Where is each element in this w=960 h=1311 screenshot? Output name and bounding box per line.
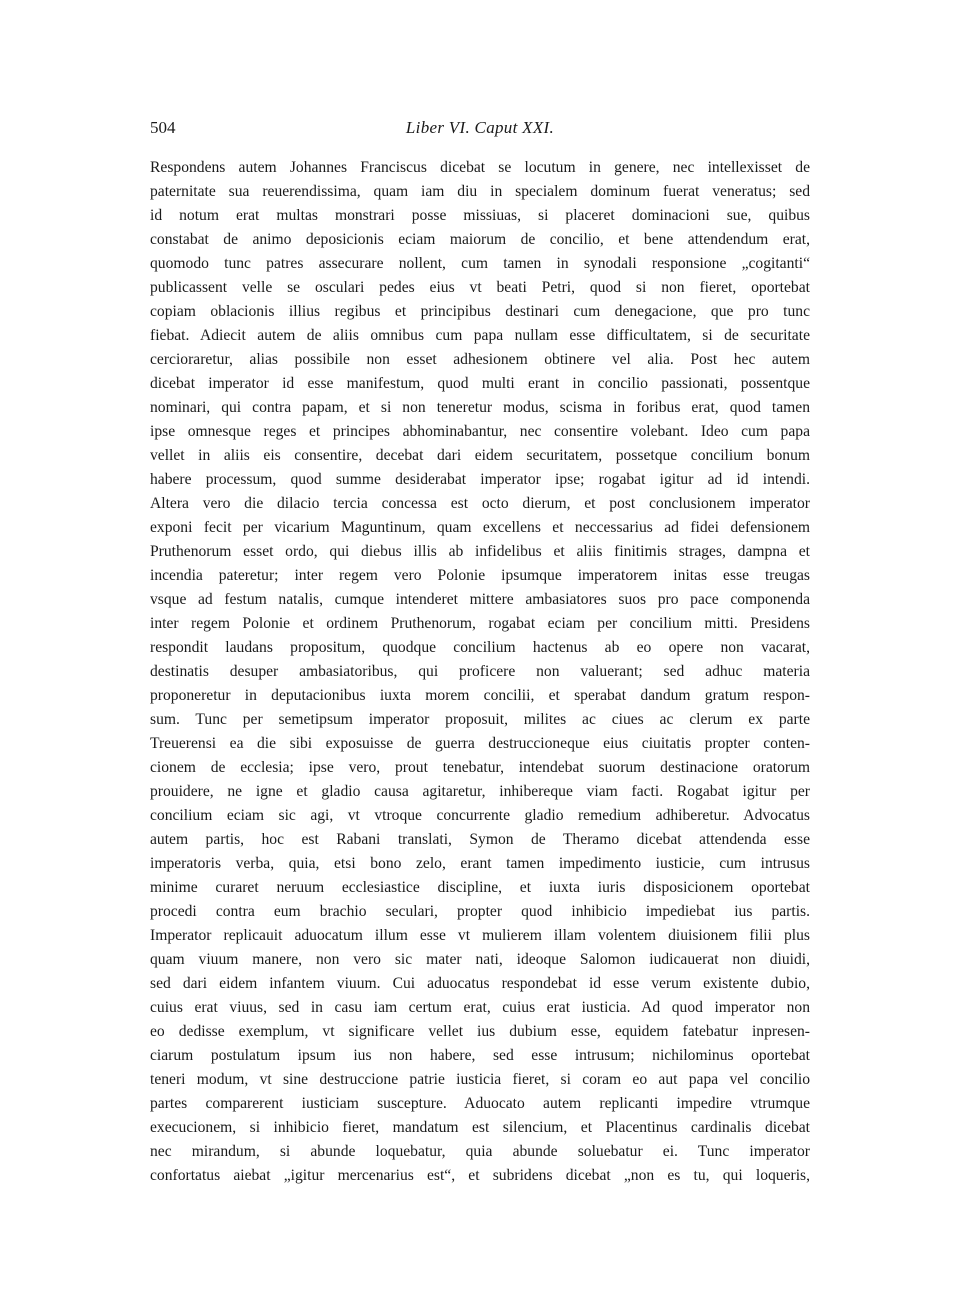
text-line: prouidere, ne igne et gladio causa agitaretur, inhibereque viam facti. Rogabat igitur per bbox=[150, 783, 810, 800]
body-text bbox=[150, 156, 810, 1188]
text-line: exponi fecit per vicarium Maguntinum, quam excellens et neccessarius ad fidei defensionem bbox=[150, 519, 810, 536]
text-line: vellet in aliis eis consentire, decebat dari eidem securitatem, possetque concilium bonum bbox=[150, 447, 810, 464]
text-line: cercioraretur, alias possibile non esset adhesionem obtinere vel alia. Post hec autem bbox=[150, 351, 810, 368]
text-line: confortatus aiebat „igitur mercenarius est“, et subridens dicebat „non es tu, qui loqueris, bbox=[150, 1167, 810, 1184]
text-line: proponeretur in deputacionibus iuxta morem concilii, et sperabat dandum gratum respon- bbox=[150, 687, 810, 704]
text-line: teneri modum, vt sine destruccione patrie iusticia fieret, si coram eo aut papa vel concilio bbox=[150, 1071, 810, 1088]
text-line: Imperator replicauit aduocatum illum esse vt mulierem illam volentem diuisionem filii plus bbox=[150, 927, 810, 944]
text-line: cuius erat viuus, sed in casu iam certum erat, cuius erat iusticia. Ad quod imperator non bbox=[150, 999, 810, 1016]
text-line: paternitate sua reuerendissima, quam iam diu in specialem dominum fuerat veneratus; sed bbox=[150, 183, 810, 200]
text-line: sed dari eidem infantem viuum. Cui aduocatus respondebat id esse verum existente dubio, bbox=[150, 975, 810, 992]
text-line: imperatoris verba, quia, etsi bono zelo, erant tamen impedimento iusticie, cum intrusus bbox=[150, 855, 810, 872]
text-line: habere processum, quod summe desiderabat imperator ipse; rogabat igitur ad id intendi. bbox=[150, 471, 810, 488]
text-line: autem partis, hoc est Rabani translati, Symon de Theramo dicebat attendenda esse bbox=[150, 831, 810, 848]
text-line: Pruthenorum esset ordo, qui diebus illis ab infidelibus et aliis finitimis strages, dampna et bbox=[150, 543, 810, 560]
running-head bbox=[150, 118, 810, 148]
text-line: constabat de animo deposicionis eciam maiorum de concilio, et bene attendendum erat, bbox=[150, 231, 810, 248]
text-line: incendia pateretur; inter regem vero Polonie ipsumque imperatorem initas esse treugas bbox=[150, 567, 810, 584]
page-number: 504 bbox=[150, 118, 176, 137]
book-page bbox=[150, 118, 810, 1188]
text-line: eo dedisse exemplum, vt significare vellet ius dubium esse, equidem fatebatur inpresen- bbox=[150, 1023, 810, 1040]
text-line: inter regem Polonie et ordinem Pruthenorum, rogabat eciam per concilium mitti. Presidens bbox=[150, 615, 810, 632]
running-title: Liber VI. Caput XXI. bbox=[405, 118, 555, 137]
text-line: quam viuum manere, non vero sic mater nati, ideoque Salomon iudicauerat non diuidi, bbox=[150, 951, 810, 968]
text-line: nec mirandum, si abunde loquebatur, quia abunde soluebatur ei. Tunc imperator bbox=[150, 1143, 810, 1160]
text-line: minime curaret neruum ecclesiastice discipline, et iuxta iuris disposicionem oportebat bbox=[150, 879, 810, 896]
text-line: nominari, qui contra papam, et si non teneretur modus, scisma in foribus erat, quod tamen bbox=[150, 399, 810, 416]
text-line: vsque ad festum natalis, cumque intenderet mittere ambasiatores suos pro pace componenda bbox=[150, 591, 810, 608]
text-line: destinatis desuper ambasiatoribus, qui proficere non valuerant; sed adhuc materia bbox=[150, 663, 810, 680]
text-line: procedi contra eum brachio seculari, propter quod inhibicio impediebat ius partis. bbox=[150, 903, 810, 920]
text-line: fiebat. Adiecit autem de aliis omnibus cum papa nullam esse difficultatem, si de securitate bbox=[150, 327, 810, 344]
text-line: partes comparerent iusticiam suscepture. Aduocato autem replicanti impedire vtrumque bbox=[150, 1095, 810, 1112]
text-line: Treuerensi ea die sibi exposuisse de guerra destruccioneque eius ciuitatis propter conten- bbox=[150, 735, 810, 752]
text-line: quomodo tunc patres assecurare nollent, cum tamen in synodali responsione „cogitanti“ bbox=[150, 255, 810, 272]
text-line: cionem de ecclesia; ipse vero, prout tenebatur, intendebat suorum destinacione oratorum bbox=[150, 759, 810, 776]
text-line: id notum erat multas monstrari posse missiuas, si placeret dominacioni sue, quibus bbox=[150, 207, 810, 224]
text-line: concilium eciam sic agi, vt vtroque concurrente gladio remedium adhiberetur. Advocatus bbox=[150, 807, 810, 824]
text-line: ciarum postulatum ipsum ius non habere, sed esse intrusum; nichilominus oportebat bbox=[150, 1047, 810, 1064]
text-line: execucionem, si inhibicio fieret, mandatum est silencium, et Placentinus cardinalis dicebat bbox=[150, 1119, 810, 1136]
text-line: ipse omnesque reges et principes abhominabantur, nec consentire volebant. Ideo cum papa bbox=[150, 423, 810, 440]
text-line: Respondens autem Johannes Franciscus dicebat se locutum in genere, nec intellexisset de bbox=[150, 159, 810, 176]
text-line: dicebat imperator id esse manifestum, quod multi erant in concilio passionati, possentque bbox=[150, 375, 810, 392]
text-line: sum. Tunc per semetipsum imperator proposuit, milites ac ciues ac clerum ex parte bbox=[150, 711, 810, 728]
text-line: copiam oblacionis illius regibus et principibus destinari cum denegacione, que pro tunc bbox=[150, 303, 810, 320]
text-line: publicassent velle se osculari pedes eius vt beati Petri, quod si non fieret, oportebat bbox=[150, 279, 810, 296]
text-line: Altera vero die dilacio tercia concessa est octo dierum, et post conclusionem imperator bbox=[150, 495, 810, 512]
text-line: respondit laudans propositum, quodque concilium hactenus ab eo opere non vacarat, bbox=[150, 639, 810, 656]
